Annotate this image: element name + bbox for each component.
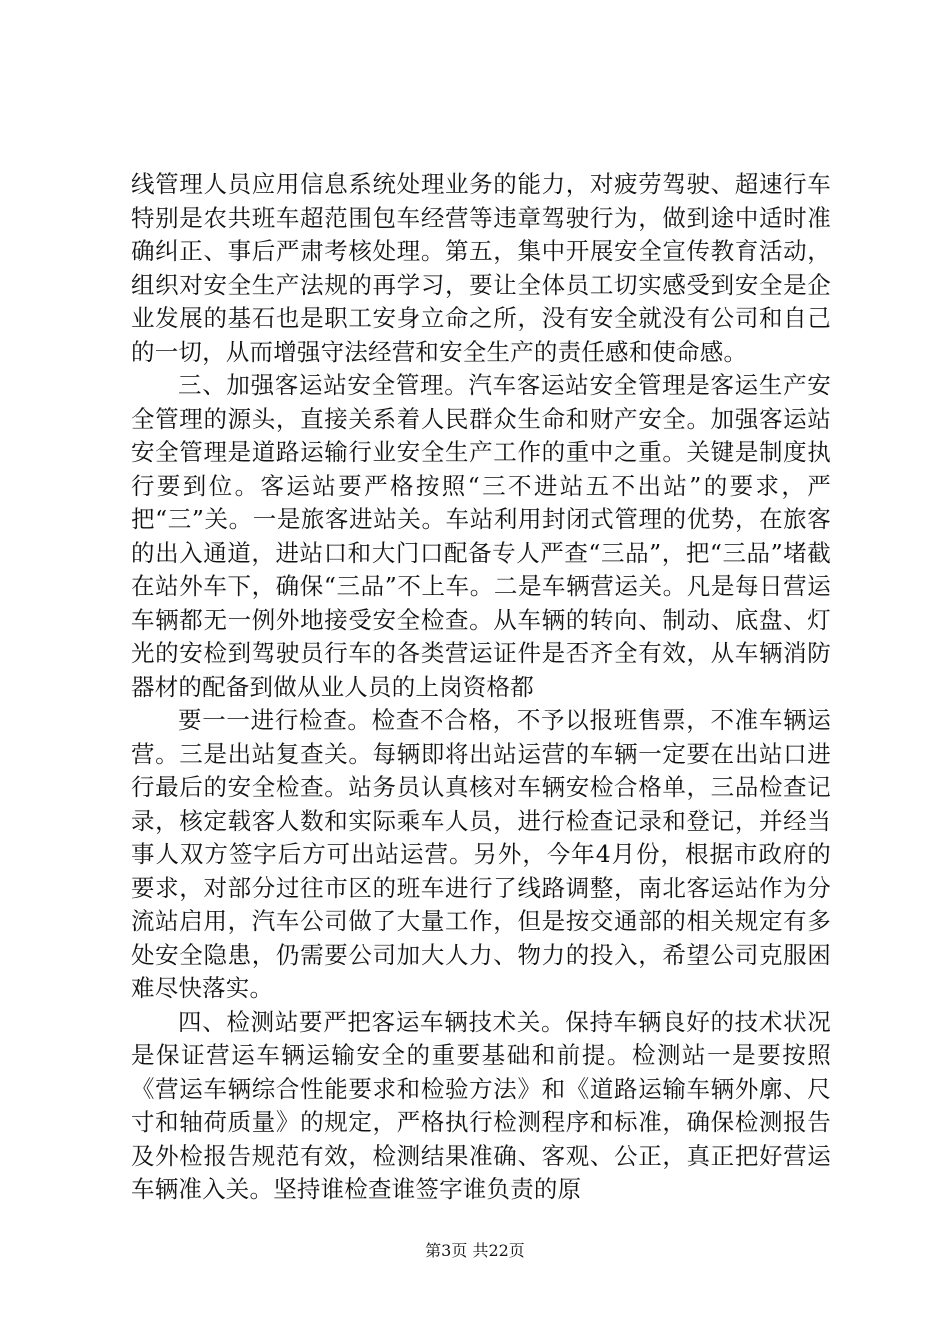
paragraph-1: 线管理人员应用信息系统处理业务的能力，对疲劳驾驶、超速行车特别是农共班车超范围包车经营等违章驾驶行为，做到途中适时准确纠正、事后严肃考核处理。第五，集中开展安全宣传教育活动，组织对安全生产法规的再学习，要让全体员工切实感受到安全是企业发展的基石也是职工安身立命之所，没有安全就没有公司和自己的一切，从而增强守法经营和安全生产的责任感和使命感。 xyxy=(131,170,831,366)
paragraph-3: 要一一进行检查。检查不合格，不予以报班售票，不准车辆运营。三是出站复查关。每辆即将出站运营的车辆一定要在出站口进行最后的安全检查。站务员认真核对车辆安检合格单，三品检查记录，核定载客人数和实际乘车人员，进行检查记录和登记，并经当事人双方签字后方可出站运营。另外，今年4月份，根据市政府的要求，对部分过往市区的班车进行了线路调整，南北客运站作为分流站启用，汽车公司做了大量工作，但是按交通部的相关规定有多处安全隐患，仍需要公司加大人力、物力的投入，希望公司克服困难尽快落实。 xyxy=(131,706,831,1002)
page-footer: 第3页 共22页 xyxy=(425,1241,525,1260)
paragraph-2: 三、加强客运站安全管理。汽车客运站安全管理是客运生产安全管理的源头，直接关系着人民群众生命和财产安全。加强客运站安全管理是道路运输行业安全生产工作的重中之重。关键是制度执行要到位。客运站要严格按照“三不进站五不出站”的要求，严把“三”关。一是旅客进站关。车站利用封闭式管理的优势，在旅客的出入通道，进站口和大门口配备专人严查“三品”，把“三品”堵截在站外车下，确保“三品”不上车。二是车辆营运关。凡是每日营运车辆都无一例外地接受安全检查。从车辆的转向、制动、底盘、灯光的安检到驾驶员行车的各类营运证件是否齐全有效，从车辆消防器材的配备到做从业人员的上岗资格都 xyxy=(131,371,831,701)
document-body xyxy=(131,168,831,1207)
paragraph-4: 四、检测站要严把客运车辆技术关。保持车辆良好的技术状况是保证营运车辆运输安全的重要基础和前提。检测站一是要按照《营运车辆综合性能要求和检验方法》和《道路运输车辆外廓、尺寸和轴荷质量》的规定，严格执行检测程序和标准，确保检测报告及外检报告规范有效，检测结果准确、客观、公正，真正把好营运车辆准入关。坚持谁检查谁签字谁负责的原 xyxy=(131,1007,831,1203)
